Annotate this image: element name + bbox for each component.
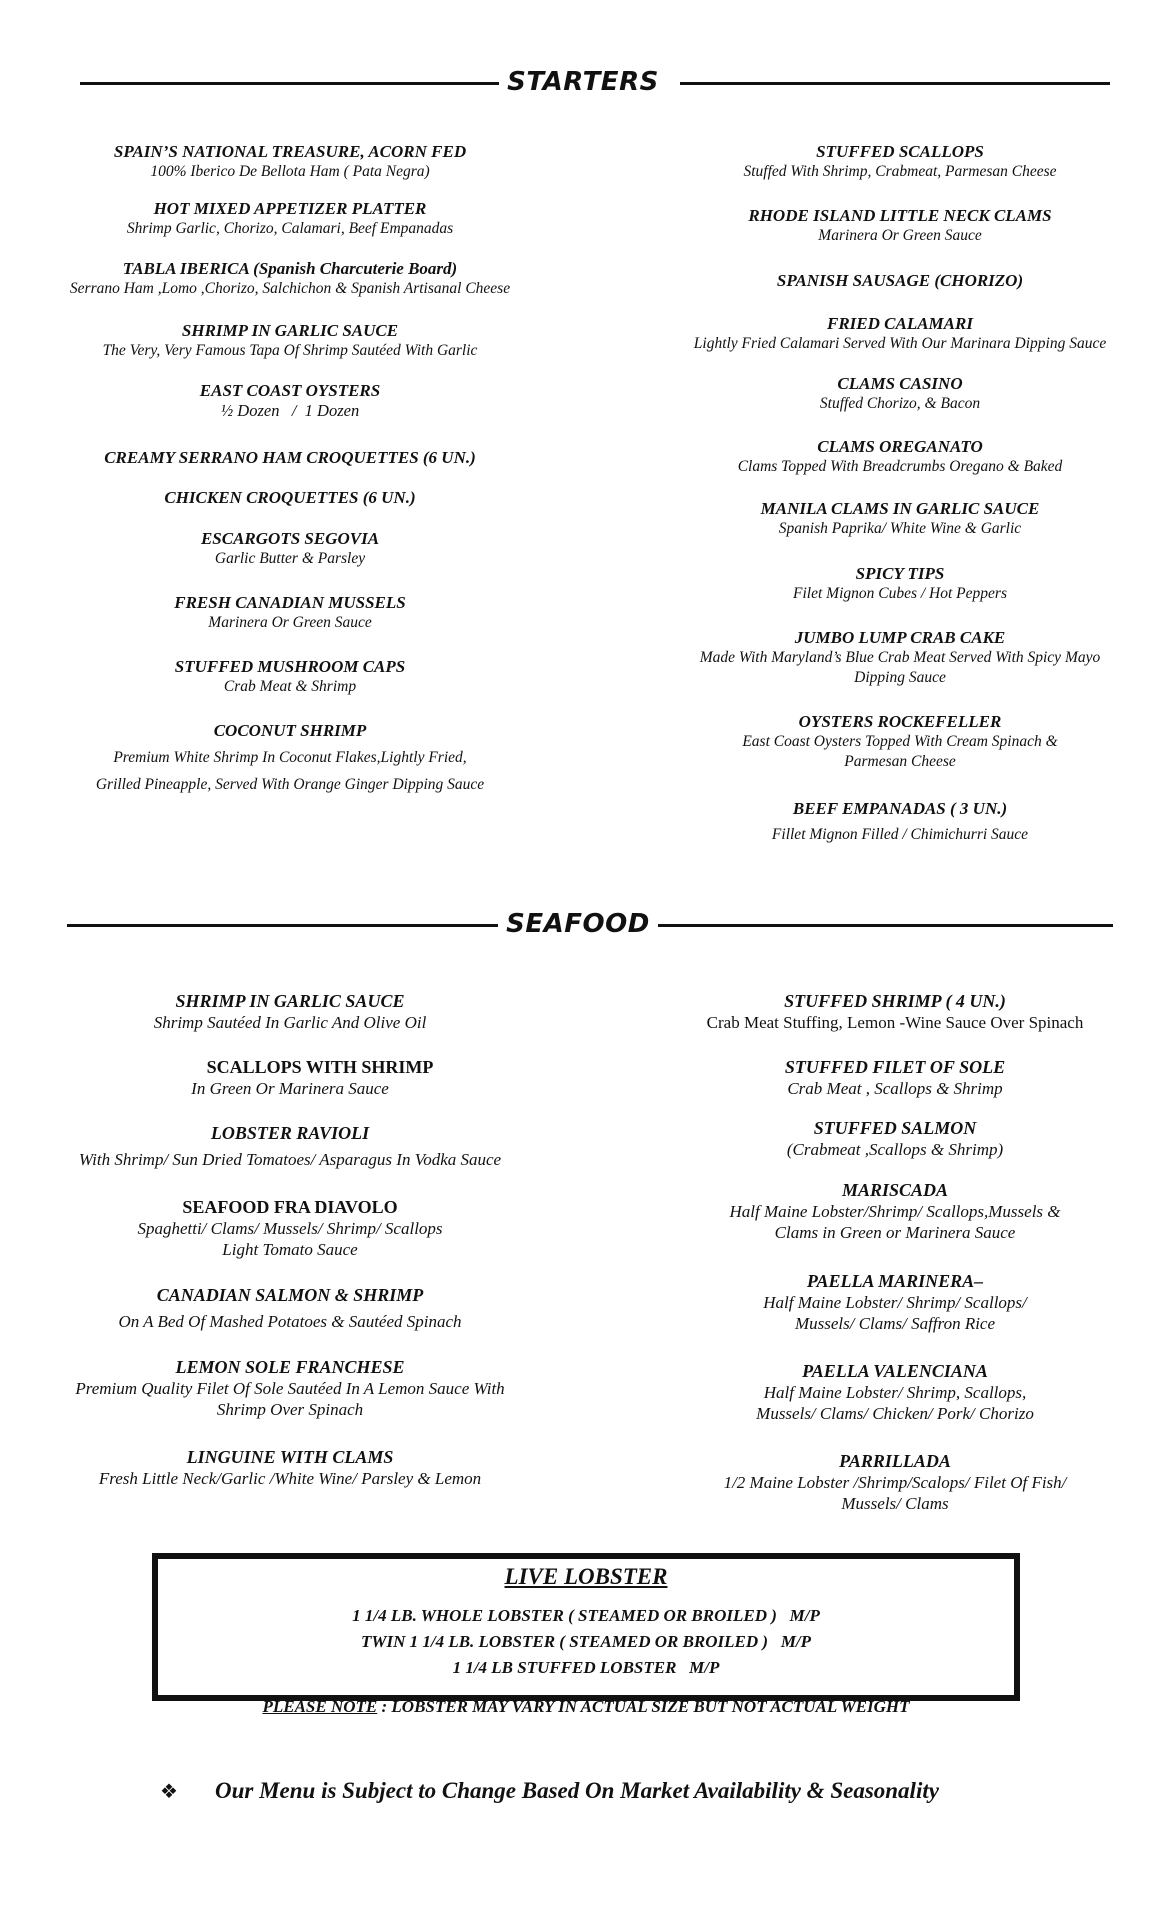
item-desc: Grilled Pineapple, Served With Orange Ginger Dipping Sauce xyxy=(95,776,485,793)
item-desc: Crab Meat & Shrimp xyxy=(223,678,357,695)
menu-item xyxy=(55,990,525,1033)
item-desc: Premium White Shrimp In Coconut Flakes,Lightly Fried, xyxy=(113,749,467,766)
item-name: SPAIN’S NATIONAL TREASURE, ACORN FED xyxy=(113,142,467,161)
item-desc: The Very, Very Famous Tapa Of Shrimp Sautéed With Garlic xyxy=(102,342,478,359)
item-desc: ½ Dozen / 1 Dozen xyxy=(220,401,360,420)
item-name: STUFFED SCALLOPS xyxy=(816,142,984,161)
item-desc: On A Bed Of Mashed Potatoes & Sautéed Spinach xyxy=(118,1312,462,1331)
menu-item xyxy=(635,1270,1155,1334)
menu-item xyxy=(55,1056,525,1099)
menu-item xyxy=(55,1284,525,1332)
item-desc: With Shrimp/ Sun Dried Tomatoes/ Asparagus In Vodka Sauce xyxy=(78,1150,502,1169)
item-desc: Marinera Or Green Sauce xyxy=(208,614,372,631)
item-desc: Shrimp Garlic, Chorizo, Calamari, Beef Empanadas xyxy=(126,220,454,237)
item-desc: Mussels/ Clams xyxy=(841,1494,949,1513)
item-name: TABLA IBERICA (Spanish Charcuterie Board) xyxy=(122,259,458,278)
item-name: SHRIMP IN GARLIC SAUCE xyxy=(175,991,405,1011)
item-name: STUFFED FILET OF SOLE xyxy=(784,1057,1006,1077)
item-name: PARRILLADA xyxy=(839,1451,951,1471)
menu-item xyxy=(55,1122,525,1170)
item-name: LOBSTER RAVIOLI xyxy=(210,1123,370,1143)
menu-item xyxy=(635,990,1155,1033)
live-lobster-box xyxy=(152,1553,1020,1716)
menu-item xyxy=(55,1446,525,1489)
item-desc: Parmesan Cheese xyxy=(844,753,956,770)
item-desc: Clams in Green or Marinera Sauce xyxy=(774,1223,1016,1242)
item-desc: Serrano Ham ,Lomo ,Chorizo, Salchichon & Spanish Artisanal Cheese xyxy=(69,280,511,297)
item-name: CHICKEN CROQUETTES (6 UN.) xyxy=(164,488,416,507)
lobster-price-line: TWIN 1 1/4 LB. LOBSTER ( STEAMED OR BROILED ) M/P xyxy=(360,1632,812,1651)
item-name: JUMBO LUMP CRAB CAKE xyxy=(794,628,1006,647)
menu-item xyxy=(635,1056,1155,1099)
item-name: PAELLA MARINERA– xyxy=(806,1271,984,1291)
item-desc: Crab Meat Stuffing, Lemon -Wine Sauce Over Spinach xyxy=(706,1013,1084,1032)
item-name: SPICY TIPS xyxy=(855,564,945,583)
lobster-price-line: 1 1/4 LB. WHOLE LOBSTER ( STEAMED OR BROILED ) M/P xyxy=(352,1606,820,1625)
item-desc: Marinera Or Green Sauce xyxy=(818,227,982,244)
item-desc: Crab Meat , Scallops & Shrimp xyxy=(787,1079,1003,1098)
item-name: CLAMS OREGANATO xyxy=(817,437,983,456)
lobster-note xyxy=(158,1695,1014,1719)
item-desc: Stuffed Chorizo, & Bacon xyxy=(819,395,981,412)
item-desc: In Green Or Marinera Sauce xyxy=(191,1079,389,1098)
item-desc: Garlic Butter & Parsley xyxy=(214,550,366,567)
menu-item xyxy=(635,1360,1155,1424)
item-desc: 1/2 Maine Lobster /Shrimp/Scalops/ Filet Of Fish/ xyxy=(723,1473,1067,1492)
item-name: CREAMY SERRANO HAM CROQUETTES (6 UN.) xyxy=(104,448,476,467)
item-desc: Lightly Fried Calamari Served With Our Marinara Dipping Sauce xyxy=(693,335,1107,352)
item-desc: Shrimp Sautéed In Garlic And Olive Oil xyxy=(153,1013,427,1032)
lobster-price-line: 1 1/4 LB STUFFED LOBSTER M/P xyxy=(452,1658,720,1677)
item-desc: Mussels/ Clams/ Chicken/ Pork/ Chorizo xyxy=(756,1404,1034,1423)
lobster-note-label: PLEASE NOTE xyxy=(262,1697,378,1716)
seafood-right-column xyxy=(635,0,1155,1520)
item-name: MARISCADA xyxy=(841,1180,949,1200)
menu-item xyxy=(55,1356,525,1420)
item-name: FRIED CALAMARI xyxy=(827,314,973,333)
starters-title: STARTERS xyxy=(0,62,1166,102)
item-desc: East Coast Oysters Topped With Cream Spinach & xyxy=(742,733,1058,750)
item-desc: Premium Quality Filet Of Sole Sautéed In A Lemon Sauce With xyxy=(75,1379,505,1398)
item-name: SCALLOPS WITH SHRIMP xyxy=(206,1057,434,1077)
menu-item xyxy=(635,1450,1155,1514)
item-name: CLAMS CASINO xyxy=(837,374,963,393)
live-lobster-title: LIVE LOBSTER xyxy=(504,1564,668,1589)
item-desc: Filet Mignon Cubes / Hot Peppers xyxy=(793,585,1007,602)
item-desc: Made With Maryland’s Blue Crab Meat Served With Spicy Mayo xyxy=(699,649,1101,666)
item-name: FRESH CANADIAN MUSSELS xyxy=(174,593,406,612)
item-desc: Half Maine Lobster/ Shrimp/ Scallops/ xyxy=(763,1293,1027,1312)
item-name: STUFFED MUSHROOM CAPS xyxy=(174,657,406,676)
item-desc: (Crabmeat ,Scallops & Shrimp) xyxy=(786,1140,1004,1159)
item-name: STUFFED SHRIMP ( 4 UN.) xyxy=(784,991,1006,1011)
item-desc: Fillet Mignon Filled / Chimichurri Sauce xyxy=(771,826,1029,843)
item-name: HOT MIXED APPETIZER PLATTER xyxy=(153,199,427,218)
item-desc: Spanish Paprika/ White Wine & Garlic xyxy=(778,520,1022,537)
item-desc: Half Maine Lobster/Shrimp/ Scallops,Mussels & xyxy=(729,1202,1061,1221)
item-name: LEMON SOLE FRANCHESE xyxy=(175,1357,405,1377)
item-name: PAELLA VALENCIANA xyxy=(802,1361,988,1381)
footer-text: Our Menu is Subject to Change Based On Market Availability & Seasonality xyxy=(215,1778,939,1803)
item-desc: Shrimp Over Spinach xyxy=(216,1400,364,1419)
seafood-left-column xyxy=(55,0,525,1520)
menu-item xyxy=(635,1117,1155,1160)
item-name: OYSTERS ROCKEFELLER xyxy=(798,712,1002,731)
seafood-title: SEAFOOD xyxy=(0,904,1161,944)
item-name: STUFFED SALMON xyxy=(813,1118,977,1138)
diamond-bullet-icon: ❖ xyxy=(160,1779,178,1803)
item-desc: Fresh Little Neck/Garlic /White Wine/ Parsley & Lemon xyxy=(98,1469,482,1488)
item-desc: Stuffed With Shrimp, Crabmeat, Parmesan Cheese xyxy=(743,163,1057,180)
item-name: SHRIMP IN GARLIC SAUCE xyxy=(181,321,399,340)
item-name: BEEF EMPANADAS ( 3 UN.) xyxy=(792,799,1008,818)
item-name: CANADIAN SALMON & SHRIMP xyxy=(156,1285,424,1305)
item-desc: 100% Iberico De Bellota Ham ( Pata Negra) xyxy=(150,163,430,180)
item-name: MANILA CLAMS IN GARLIC SAUCE xyxy=(760,499,1040,518)
item-name: SEAFOOD FRA DIAVOLO xyxy=(182,1197,398,1217)
item-name: LINGUINE WITH CLAMS xyxy=(186,1447,394,1467)
menu-item xyxy=(635,1179,1155,1243)
item-desc: Half Maine Lobster/ Shrimp, Scallops, xyxy=(763,1383,1027,1402)
item-name: RHODE ISLAND LITTLE NECK CLAMS xyxy=(748,206,1052,225)
item-desc: Light Tomato Sauce xyxy=(222,1240,358,1259)
menu-item xyxy=(55,1196,525,1260)
lobster-note-text: : LOBSTER MAY VARY IN ACTUAL SIZE BUT NOT ACTUAL WEIGHT xyxy=(377,1697,910,1716)
item-name: ESCARGOTS SEGOVIA xyxy=(200,529,380,548)
item-desc: Clams Topped With Breadcrumbs Oregano & Baked xyxy=(737,458,1063,475)
item-desc: Spaghetti/ Clams/ Mussels/ Shrimp/ Scallops xyxy=(137,1219,443,1238)
item-name: SPANISH SAUSAGE (CHORIZO) xyxy=(776,271,1024,290)
item-name: COCONUT SHRIMP xyxy=(213,721,367,740)
item-desc: Mussels/ Clams/ Saffron Rice xyxy=(794,1314,996,1333)
item-name: EAST COAST OYSTERS xyxy=(199,381,381,400)
item-desc: Dipping Sauce xyxy=(854,669,946,686)
